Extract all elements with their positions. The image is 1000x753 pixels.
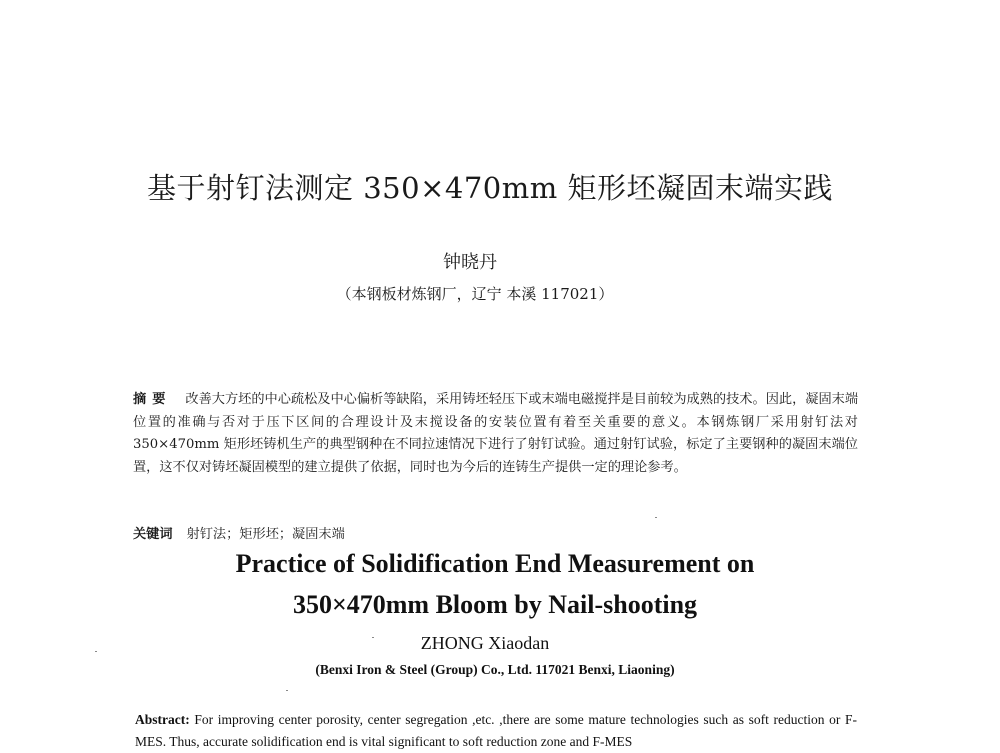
english-affiliation: (Benxi Iron & Steel (Group) Co., Ltd. 117021 Benxi, Liaoning) [315, 662, 675, 677]
chinese-keywords-label: 关键词 [133, 527, 173, 542]
scan-speck [95, 651, 97, 652]
scan-speck [655, 517, 657, 518]
english-abstract [135, 709, 857, 753]
chinese-author: 钟晓丹 [443, 252, 497, 273]
chinese-keywords-text: 射钉法；矩形坯；凝固末端 [186, 527, 345, 542]
chinese-title: 基于射钉法测定 350×470mm 矩形坯凝固末端实践 [147, 171, 833, 205]
english-author: ZHONG Xiaodan [420, 633, 550, 653]
scan-speck [286, 690, 288, 691]
english-title-line1: Practice of Solidification End Measurement on [235, 549, 755, 578]
chinese-affiliation: （本钢板材炼钢厂，辽宁 本溪 117021） [336, 285, 614, 303]
english-title-line2: 350×470mm Bloom by Nail-shooting [292, 590, 698, 619]
chinese-keywords [133, 523, 858, 542]
chinese-abstract-text: 改善大方坯的中心疏松及中心偏析等缺陷，采用铸坯轻压下或末端电磁搅拌是目前较为成熟的技术。因此，凝固末端位置的准确与否对于压下区间的合理设计及末搅设备的安装位置有着至关重要的意义。本钢炼钢厂采用射钉法对 350×470mm 矩形坯铸机生产的典型钢种在不同拉速情况下进行了射钉试验。通过射钉试验，标定了主要钢种的凝固末端位置，这不仅对铸坯凝固模型的建立提供了依据，同时也为今后的连铸生产提供一定的理论参考。 [133, 392, 859, 475]
english-abstract-text: For improving center porosity, center segregation ,etc. ,there are some mature technologies such as soft reduction or F-MES. Thus, accurate solidification end is vital significant to soft reduction zone and F-MES [135, 712, 858, 749]
english-abstract-label: Abstract: [135, 712, 190, 727]
scan-speck [372, 637, 374, 638]
chinese-abstract-label: 摘要 [133, 392, 172, 407]
chinese-abstract [133, 389, 858, 479]
